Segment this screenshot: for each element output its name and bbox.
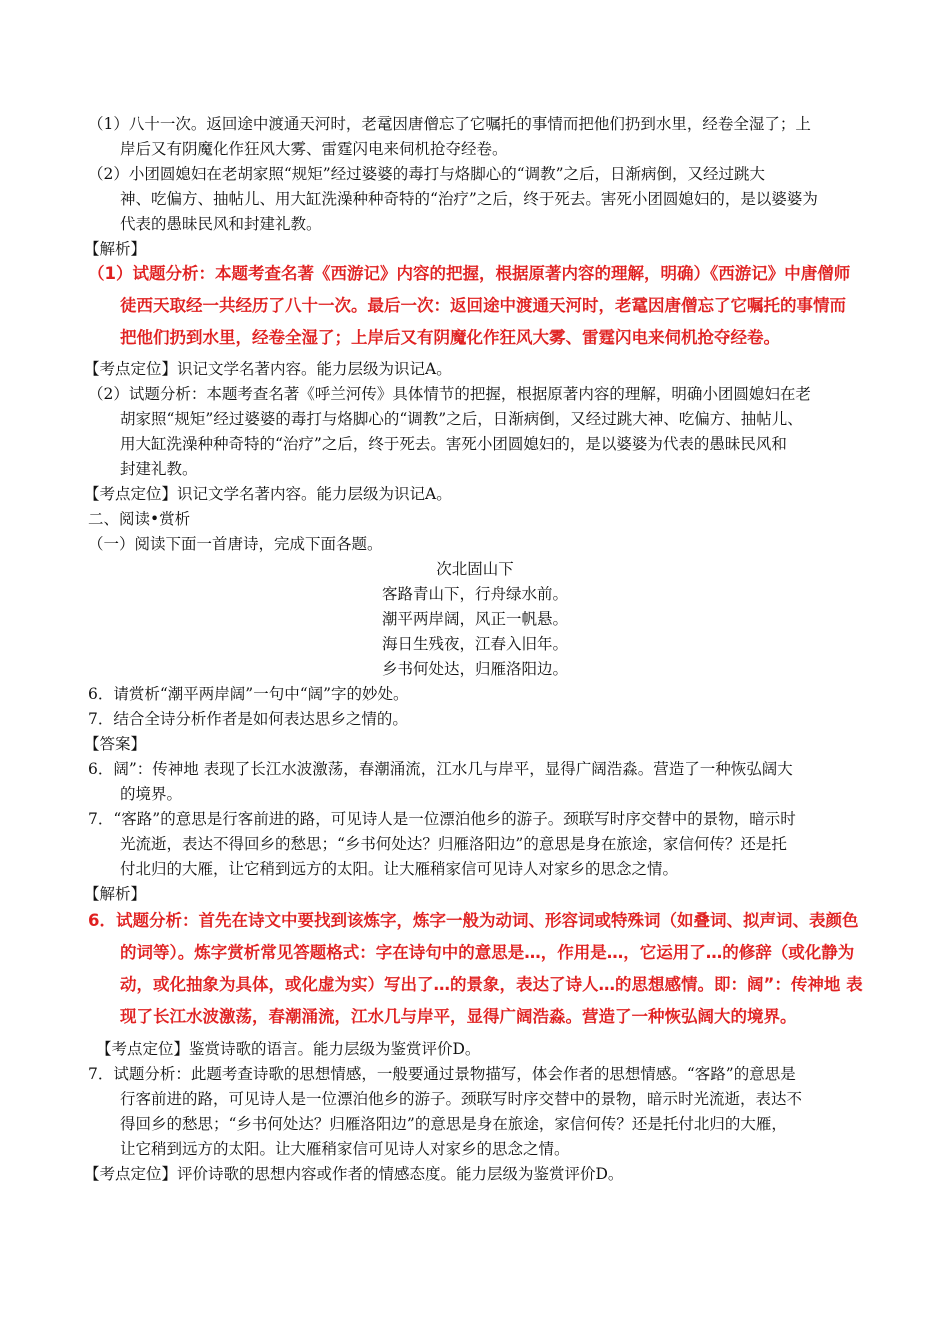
kaodian-7: 【考点定位】评价诗歌的思想内容或作者的情感态度。能力层级为鉴赏评价D。 <box>84 1165 624 1183</box>
answer-1-line-2: 岸后又有阴魔化作狂风大雾、雷霆闪电来伺机抢夺经卷。 <box>120 140 508 158</box>
answer-2-line-1: （2）小团圆媳妇在老胡家照“规矩”经过婆婆的毒打与烙脚心的“调教”之后，日渐病倒，又经过跳大 <box>88 165 766 183</box>
red-analysis-6-line-1: 6．试题分析：首先在诗文中要找到该炼字，炼字一般为动词、形容词或特殊词（如叠词、拟声词、表颜色 <box>88 911 859 930</box>
analysis-header: 【解析】 <box>84 240 147 258</box>
answer-2-line-3: 代表的愚昧民风和封建礼教。 <box>120 215 322 233</box>
answer-header: 【答案】 <box>84 735 147 753</box>
poem-line-1: 客路青山下，行舟绿水前。 <box>381 585 568 603</box>
red-analysis-line-1: （1）试题分析：本题考查名著《西游记》内容的把握，根据原著内容的理解，明确）《西游记》中唐僧师 <box>88 264 851 283</box>
analysis-7-line-1: 7．试题分析：此题考查诗歌的思想情感，一般要通过景物描写，体会作者的思想情感。“客路”的意思是 <box>88 1065 796 1083</box>
kaodian-1: 【考点定位】识记文学名著内容。能力层级为识记A。 <box>84 360 452 378</box>
answer-6-line-1: 6．阔”：传神地 表现了长江水波激荡，春潮涌流，江水几与岸平，显得广阔浩淼。营造了一种恢弘阔大 <box>88 760 793 778</box>
analysis-2-line-3: 用大缸洗澡种种奇特的“治疗”之后，终于死去。害死小团圆媳妇的，是以婆婆为代表的愚昧民风和 <box>120 435 787 453</box>
analysis-2-line-2: 胡家照“规矩”经过婆婆的毒打与烙脚心的“调教”之后，日渐病倒，又经过跳大神、吃偏方、抽帖儿、 <box>120 410 803 428</box>
poem-line-3: 海日生残夜，江春入旧年。 <box>381 635 568 653</box>
answer-7-line-1: 7．“客路”的意思是行客前进的路，可见诗人是一位漂泊他乡的游子。颈联写时序交替中的景物，暗示时 <box>88 810 796 828</box>
poem-line-2: 潮平两岸阔，风正一帆悬。 <box>381 610 568 628</box>
analysis-2-line-4: 封建礼教。 <box>120 460 198 478</box>
answer-2-line-2: 神、吃偏方、抽帖儿、用大缸洗澡种种奇特的“治疗”之后，终于死去。害死小团圆媳妇的，是以婆婆为 <box>120 190 818 208</box>
red-analysis-6-line-2: 的词等）。炼字赏析常见答题格式：字在诗句中的意思是…，作用是…，它运用了…的修辞（或化静为 <box>120 943 855 962</box>
red-analysis-6-line-4: 现了长江水波激荡，春潮涌流，江水几与岸平，显得广阔浩淼。营造了一种恢弘阔大的境界。 <box>120 1007 797 1026</box>
analysis-7-line-2: 行客前进的路，可见诗人是一位漂泊他乡的游子。颈联写时序交替中的景物，暗示时光流逝，表达不 <box>120 1090 803 1108</box>
red-analysis-line-2: 徒西天取经一共经历了八十一次。最后一次：返回途中渡通天河时，老鼋因唐僧忘了它嘱托的事情而 <box>120 296 846 315</box>
answer-7-line-2: 光流逝，表达不得回乡的愁思；“乡书何处达？归雁洛阳边”的意思是身在旅途，家信何传？还是托 <box>120 835 787 853</box>
red-analysis-6-line-3: 动，或化抽象为具体，或化虚为实）写出了…的景象，表达了诗人…的思想感情。即：阔”：传神地 表 <box>120 975 863 994</box>
question-6: 6．请赏析“潮平两岸阔”一句中“阔”字的妙处。 <box>88 685 409 703</box>
section-intro: （一）阅读下面一首唐诗，完成下面各题。 <box>88 535 383 553</box>
section-title: 二、阅读•赏析 <box>88 510 191 528</box>
poem-title: 次北固山下 <box>436 560 514 578</box>
answer-7-line-3: 付北归的大雁，让它稍到远方的太阳。让大雁稍家信可见诗人对家乡的思念之情。 <box>120 860 679 878</box>
kaodian-2: 【考点定位】识记文学名著内容。能力层级为识记A。 <box>84 485 452 503</box>
analysis-header-2: 【解析】 <box>84 885 147 903</box>
analysis-7-line-3: 得回乡的愁思；“乡书何处达？归雁洛阳边”的意思是身在旅途，家信何传？还是托付北归的大雁， <box>120 1115 787 1133</box>
question-7: 7．结合全诗分析作者是如何表达思乡之情的。 <box>88 710 408 728</box>
analysis-7-line-4: 让它稍到远方的太阳。让大雁稍家信可见诗人对家乡的思念之情。 <box>120 1140 570 1158</box>
analysis-2-line-1: （2）试题分析：本题考查名著《呼兰河传》具体情节的把握，根据原著内容的理解，明确小团圆媳妇在老 <box>88 385 811 403</box>
answer-1-line-1: （1）八十一次。返回途中渡通天河时，老鼋因唐僧忘了它嘱托的事情而把他们扔到水里，经卷全湿了；上 <box>88 115 811 133</box>
answer-6-line-2: 的境界。 <box>120 785 183 803</box>
kaodian-6: 【考点定位】鉴赏诗歌的语言。能力层级为鉴赏评价D。 <box>96 1040 481 1058</box>
poem-line-4: 乡书何处达，归雁洛阳边。 <box>381 660 568 678</box>
red-analysis-line-3: 把他们扔到水里，经卷全湿了；上岸后又有阴魔化作狂风大雾、雷霆闪电来伺机抢夺经卷。 <box>120 328 780 347</box>
